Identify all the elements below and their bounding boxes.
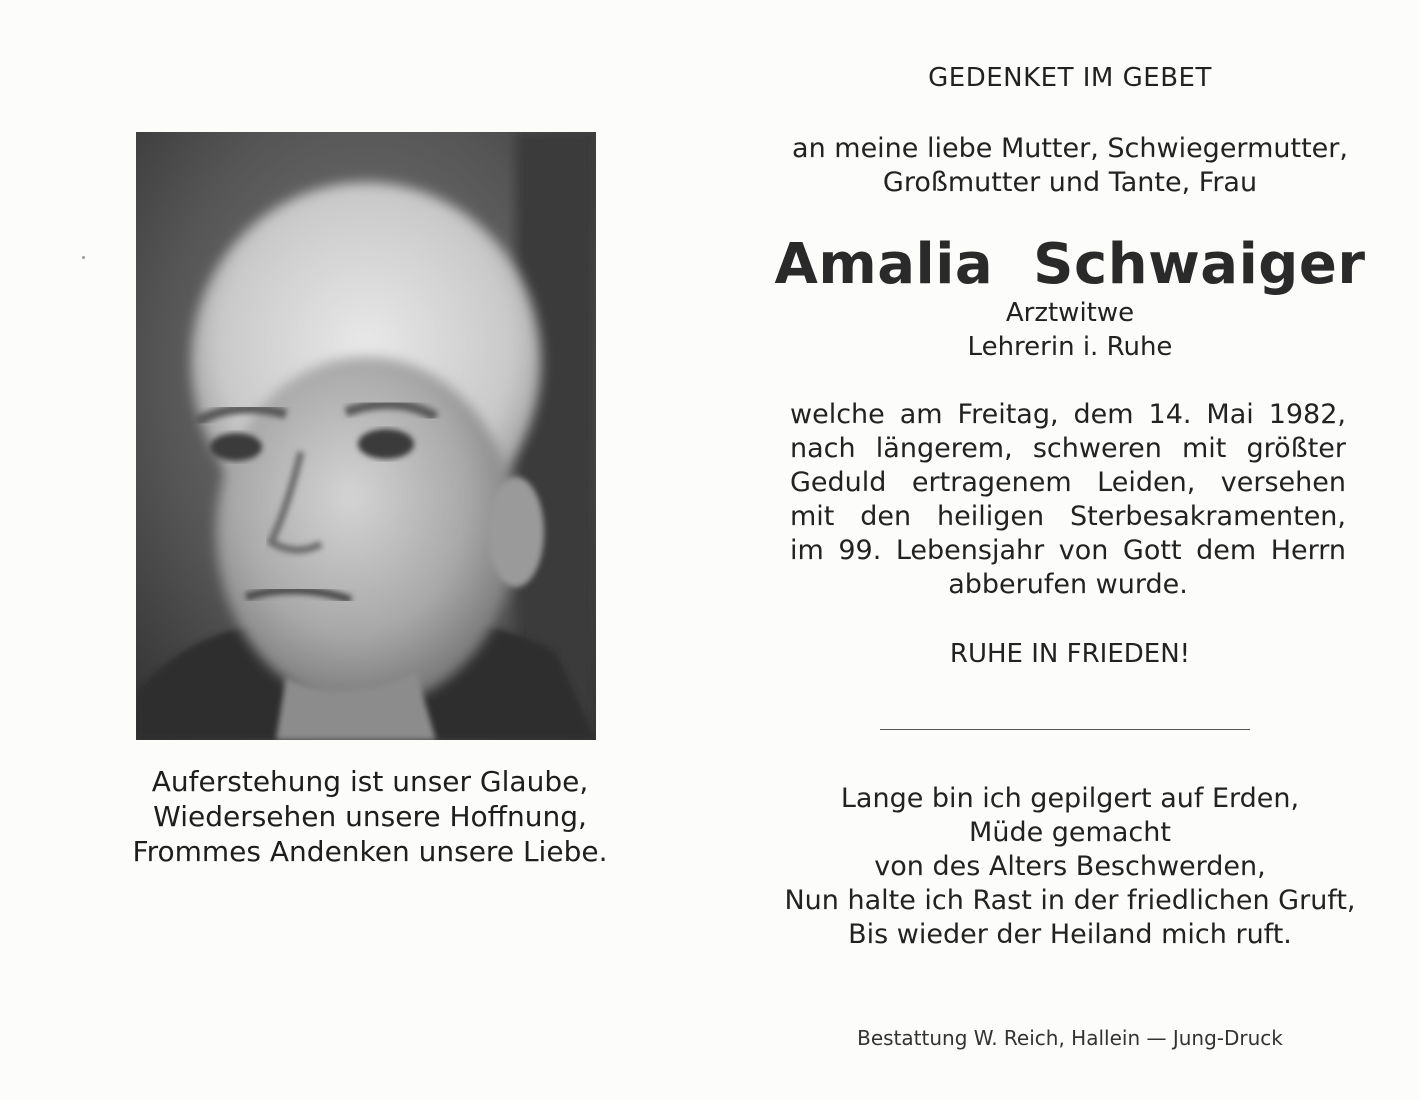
obituary-line: abberufen wurde. <box>948 569 1188 600</box>
poem-line: Nun halte ich Rast in der friedlichen Gruft, <box>784 885 1356 916</box>
title-line: Arztwitwe <box>1005 298 1135 328</box>
obituary-line: im 99. Lebensjahr von Gott dem Herrn <box>790 535 1346 566</box>
title-line: Lehrerin i. Ruhe <box>967 332 1173 362</box>
portrait-photo <box>136 132 596 740</box>
caption-line: Wiedersehen unsere Hoffnung, <box>153 800 587 833</box>
card-header: GEDENKET IM GEBET <box>928 63 1212 93</box>
portrait-illustration <box>136 132 596 740</box>
obituary-line: mit den heiligen Sterbesakramenten, <box>790 501 1346 532</box>
poem <box>770 782 1370 952</box>
divider-line <box>880 729 1250 730</box>
poem-line: Müde gemacht <box>969 817 1171 848</box>
intro-line: an meine liebe Mutter, Schwiegermutter, <box>792 133 1348 164</box>
deceased-name: Amalia Schwaiger <box>774 232 1366 297</box>
intro-line: Großmutter und Tante, Frau <box>882 167 1258 198</box>
closing-text: RUHE IN FRIEDEN! <box>949 639 1191 669</box>
obituary-text <box>790 398 1346 602</box>
poem-line: Lange bin ich gepilgert auf Erden, <box>840 783 1300 814</box>
intro-text <box>770 132 1370 200</box>
deceased-titles <box>770 296 1370 364</box>
poem-line: von des Alters Beschwerden, <box>874 851 1266 882</box>
obituary-line: Geduld ertragenem Leiden, versehen <box>790 467 1346 498</box>
printer-credit: Bestattung W. Reich, Hallein — Jung-Druck <box>857 1026 1283 1050</box>
poem-line: Bis wieder der Heiland mich ruft. <box>848 919 1292 950</box>
caption-line: Frommes Andenken unsere Liebe. <box>132 835 608 868</box>
caption-line: Auferstehung ist unser Glaube, <box>151 765 589 798</box>
photo-caption <box>120 764 620 869</box>
obituary-line: nach längerem, schweren mit größter <box>790 433 1346 464</box>
obituary-line: welche am Freitag, dem 14. Mai 1982, <box>790 399 1346 430</box>
paper-speck <box>82 256 85 259</box>
